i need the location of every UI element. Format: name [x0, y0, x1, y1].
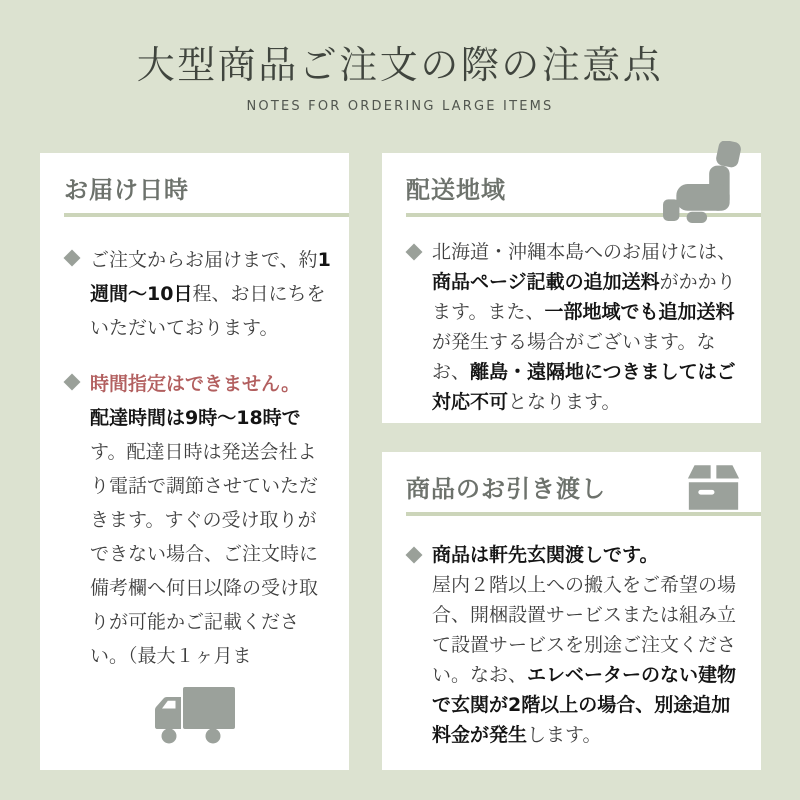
text-segment-bold: 一部地域でも追加送料 — [544, 301, 735, 324]
text-segment-bold: 商品ページ記載の追加送料 — [432, 271, 660, 294]
diamond-bullet-icon — [406, 547, 423, 564]
card-handover — [382, 452, 761, 770]
text-segment: がかかります。また、 — [432, 271, 736, 324]
text-segment-bold: 配達時間は9時〜18時で — [90, 407, 301, 430]
text-segment-bold: 商品は軒先玄関渡しです。 — [432, 544, 659, 567]
list-item — [64, 243, 335, 345]
truck-icon — [154, 686, 236, 746]
diamond-bullet-icon — [64, 250, 81, 267]
header-underline — [64, 213, 349, 217]
card-handover-body — [406, 540, 747, 750]
text-segment-bold: 離島・遠隔地につきましてはご対応不可 — [432, 361, 736, 414]
box-icon — [686, 462, 741, 512]
card-delivery-date-title: お届け日時 — [64, 176, 189, 204]
bullet-text — [90, 243, 335, 345]
text-segment-red: 時間指定はできません。 — [90, 373, 301, 396]
card-handover-title: 商品のお引き渡し — [406, 475, 606, 503]
list-item — [406, 237, 747, 417]
page-title: 大型商品ご注文の際の注意点 — [136, 43, 664, 87]
bullet-text — [432, 237, 747, 417]
list-item — [406, 540, 747, 750]
text-segment: 程、お日にちをいただいております。 — [90, 283, 326, 340]
header-underline — [406, 512, 761, 516]
text-segment: 屋内２階以上への搬入をご希望の場合、開梱設置サービスまたは組み立て設置サービスを別途ご注文ください。なお、 — [432, 574, 737, 687]
text-segment: します。 — [527, 724, 602, 747]
bullet-text — [90, 367, 335, 673]
bullet-text — [432, 540, 747, 750]
text-segment: 北海道・沖縄本島へのお届けには、 — [432, 241, 737, 264]
armchair-icon — [661, 141, 745, 223]
card-delivery-date — [40, 153, 349, 770]
card-shipping-area-body — [406, 237, 747, 417]
text-segment-bold: 1週間〜10日 — [90, 249, 331, 306]
diamond-bullet-icon — [64, 374, 81, 391]
text-segment-bold: エレベーターのない建物で玄関が2階以上の場合、別途追加料金が発生 — [432, 664, 737, 747]
text-segment: となります。 — [508, 391, 621, 414]
text-segment: す。配達日時は発送会社より電話で調節させていただきます。すぐの受け取りができない場合、ご注文時に備考欄へ何日以降の受け取りが可能かご記載ください。（最大１ヶ月ま — [90, 441, 319, 668]
card-shipping-area — [382, 153, 761, 423]
text-segment: ご注文からお届けまで、約 — [90, 249, 318, 272]
list-item — [64, 367, 335, 673]
diamond-bullet-icon — [406, 244, 423, 261]
card-shipping-area-title: 配送地域 — [406, 176, 506, 204]
card-delivery-date-body — [64, 243, 335, 673]
page-subtitle: NOTES FOR ORDERING LARGE ITEMS — [246, 99, 554, 114]
text-segment: が発生する場合がございます。なお、 — [432, 331, 716, 384]
